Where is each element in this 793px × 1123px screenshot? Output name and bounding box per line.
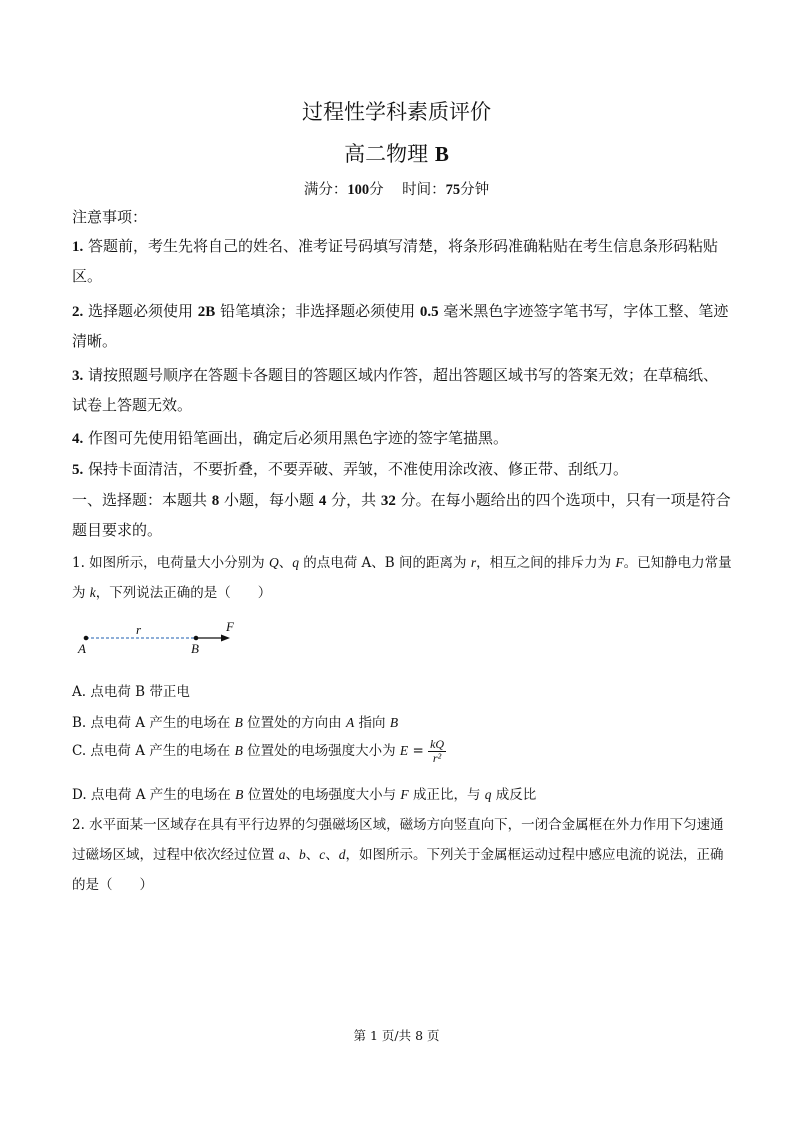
points-total: 32: [380, 493, 396, 509]
var-r: r: [470, 555, 477, 570]
rule-3: [72, 361, 732, 420]
var-q: q: [484, 787, 492, 802]
pos-c: c: [319, 847, 326, 862]
pos-b: b: [299, 847, 306, 862]
var-B: B: [234, 743, 243, 758]
time-value: 75: [445, 182, 461, 198]
rule-number: 1.: [72, 239, 84, 255]
var-A: A: [345, 715, 355, 730]
section-text: 小题，每小题: [219, 491, 319, 509]
time-label: 时间：: [402, 182, 446, 198]
separator: 、: [325, 847, 339, 863]
charge-B-dot: [194, 636, 199, 641]
section-text: 一、选择题：本题共: [72, 491, 212, 509]
pencil-grade: 2B: [197, 304, 216, 320]
score-label: 满分：: [303, 182, 348, 198]
score-value: 100: [347, 182, 370, 198]
question-text: 的点电荷 A、B 间的距离为: [298, 555, 471, 571]
time-unit: 分钟: [460, 182, 490, 198]
question-count: 8: [211, 493, 220, 509]
section-1-heading: [72, 486, 732, 545]
notes-heading: 注意事项：: [72, 208, 148, 226]
rule-text: 保持卡面清洁，不要折叠，不要弄破、弄皱，不准使用涂改液、修正带、刮纸刀。: [83, 460, 629, 478]
rule-number: 2.: [72, 304, 84, 320]
question-1-stem: [72, 548, 732, 608]
rule-text: 选择题必须使用: [83, 302, 198, 320]
q1-option-b: [72, 711, 398, 731]
q1-option-c: [72, 738, 446, 765]
equals-sign: =: [408, 743, 429, 759]
option-text: 成反比: [491, 787, 537, 803]
pos-d: d: [338, 847, 346, 862]
var-k: k: [89, 585, 96, 600]
label-A: A: [78, 641, 86, 656]
option-text: 指向: [354, 715, 390, 731]
subject-grade: B: [434, 142, 449, 166]
option-text: 位置处的方向由: [242, 715, 346, 731]
charges-figure: [72, 618, 252, 660]
formula-denominator: r²: [432, 751, 442, 765]
question-text: 、: [278, 555, 293, 571]
rule-4: [72, 424, 732, 454]
question-text: 2. 水平面某一区域存在具有平行边界的匀强磁场区域，磁场方向竖直向下，一闭合金属框在外力作用下匀速通过磁场区域，过程中依次经过位置: [72, 817, 724, 863]
separator: 、: [285, 847, 300, 863]
var-B: B: [389, 715, 399, 730]
label-r: r: [136, 622, 142, 637]
rule-number: 4.: [72, 431, 84, 447]
question-2-stem: [72, 810, 732, 900]
var-B: B: [235, 787, 244, 802]
option-text: 位置处的电场强度大小与: [243, 787, 401, 803]
var-F: F: [615, 555, 624, 570]
rule-1: [72, 232, 732, 291]
rule-number: 3.: [72, 368, 84, 384]
separator: 、: [305, 847, 320, 863]
formula-numerator: kQ: [430, 737, 445, 751]
rule-text: 作图可先使用铅笔画出，确定后必须用黑色字迹的签字笔描黑。: [83, 429, 509, 447]
label-F: F: [226, 619, 234, 634]
rule-text: 铅笔填涂；非选择题必须使用: [215, 302, 420, 320]
rule-number: 5.: [72, 462, 84, 478]
score-time-line: [0, 178, 793, 199]
section-text: 分，共: [326, 491, 381, 509]
var-F: F: [400, 787, 409, 802]
label-B: B: [191, 641, 199, 656]
var-q: q: [292, 555, 299, 570]
section-text: 分。在每小题给出的四个选项中，只有一项是符合题目要求的。: [72, 491, 731, 539]
rule-text: 答题前，考生先将自己的姓名、准考证号码填写清楚，将条形码准确粘贴在考生信息条形码粘贴区。: [72, 237, 719, 285]
field-formula: [428, 738, 446, 765]
option-text: B. 点电荷 A 产生的电场在: [72, 715, 235, 731]
var-E: E: [399, 743, 409, 758]
exam-subject: [0, 138, 793, 168]
points-each: 4: [318, 493, 327, 509]
option-text: 成正比，与: [408, 787, 485, 803]
subject-name: 高二物理: [344, 142, 435, 166]
option-text: C. 点电荷 A 产生的电场在: [72, 743, 235, 759]
score-unit: 分: [369, 182, 384, 198]
option-text: 位置处的电场强度大小为: [242, 743, 400, 759]
exam-title: 过程性学科素质评价: [302, 100, 491, 124]
var-Q: Q: [268, 555, 279, 570]
rule-text: 请按照题号顺序在答题卡各题目的答题区域内作答，超出答题区域书写的答案无效；在草稿纸、试卷上答题无效。: [72, 366, 719, 414]
question-text: ，如图所示。下列关于金属框运动过程中感应电流的说法，正确的是（ ）: [72, 847, 724, 893]
force-arrow-head: [221, 635, 230, 642]
charge-A-dot: [84, 636, 89, 641]
rule-2: [72, 297, 732, 356]
question-text: 1. 如图所示，电荷量大小分别为: [72, 555, 269, 571]
question-text: ，下列说法正确的是（ ）: [95, 585, 272, 601]
q1-option-a: A. 点电荷 B 带正电: [72, 684, 190, 700]
page-footer: 第 1 页/共 8 页: [353, 1028, 440, 1043]
pen-width: 0.5: [419, 304, 439, 320]
option-text: D. 点电荷 A 产生的电场在: [72, 787, 236, 803]
pos-a: a: [278, 847, 286, 862]
question-text: ，相互之间的排斥力为: [476, 555, 616, 571]
question-text: 。已知静电力常量为: [72, 555, 732, 601]
var-B: B: [234, 715, 243, 730]
q1-option-d: [72, 783, 536, 803]
rule-text: 毫米黑色字迹签字笔书写，字体工整、笔迹清晰。: [72, 302, 729, 350]
rule-5: [72, 455, 732, 485]
